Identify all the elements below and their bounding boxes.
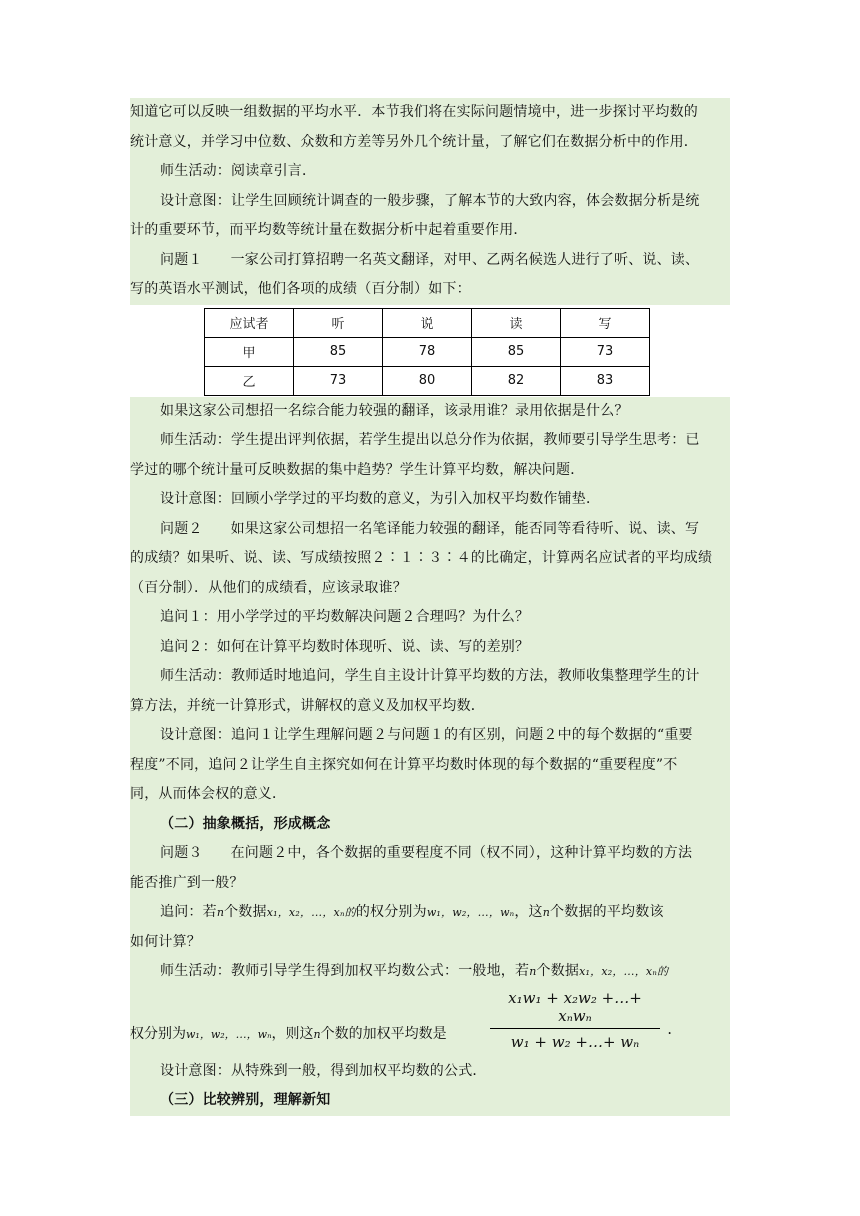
paragraph-line: 的成绩？如果听、说、读、写成绩按照２∶１∶３∶４的比确定，计算两名应试者的平均成绩 bbox=[130, 550, 713, 566]
question-3 bbox=[130, 839, 730, 869]
table-cell: 85 bbox=[294, 337, 383, 366]
text-run: 追问：若 bbox=[160, 904, 217, 920]
document-page bbox=[130, 98, 730, 1116]
paragraph-line: 计的重要环节，而平均数等统计量在数据分析中起着重要作用． bbox=[130, 222, 528, 238]
weighted-mean-formula bbox=[490, 987, 672, 1051]
paragraph-line: 知道它可以反映一组数据的平均水平．本节我们将在实际问题情境中，进一步探讨平均数的 bbox=[130, 104, 698, 120]
section-heading: （二）抽象概括，形成概念 bbox=[160, 815, 331, 832]
text-run: 个数据 bbox=[536, 963, 580, 979]
text-run: 权分别为 bbox=[130, 1025, 186, 1042]
table-cell: 甲 bbox=[205, 337, 294, 366]
question-1 bbox=[130, 246, 730, 276]
follow-up-1: 追问１：用小学学过的平均数解决问题２合理吗？为什么？ bbox=[160, 609, 530, 625]
paragraph-line: （百分制）．从他们的成绩看，应该录取谁？ bbox=[130, 579, 407, 596]
question-label: 问题２ bbox=[160, 520, 203, 537]
text-run: ，则这 bbox=[271, 1025, 314, 1042]
question-label: 问题３ bbox=[160, 845, 203, 861]
activity-line bbox=[130, 957, 730, 987]
formula-row bbox=[130, 987, 730, 1057]
paragraph-line: 程度”不同，追问２让学生自主探究如何在计算平均数时体现的每个数据的“重要程度”不 bbox=[130, 756, 678, 773]
follow-up-line bbox=[130, 898, 730, 928]
paragraph-line: 学过的哪个统计量可反映数据的集中趋势？学生计算平均数，解决问题． bbox=[130, 461, 585, 478]
table-header-cell: 应试者 bbox=[205, 308, 294, 337]
table-row bbox=[205, 366, 650, 395]
table-header-cell: 说 bbox=[383, 308, 472, 337]
table-cell: 73 bbox=[294, 366, 383, 395]
table-cell: 乙 bbox=[205, 366, 294, 395]
paragraph-line: 算方法，并统一计算形式，讲解权的意义及加权平均数． bbox=[130, 697, 485, 714]
question-text: 在问题２中，各个数据的重要程度不同（权不同），这种计算平均数的方法 bbox=[230, 845, 693, 861]
table-cell: 80 bbox=[383, 366, 472, 395]
intro-block bbox=[130, 98, 730, 305]
text-run: 个数据 bbox=[224, 904, 267, 920]
score-table-wrap bbox=[130, 305, 730, 397]
design-intent-line: 设计意图：回顾小学学过的平均数的意义，为引入加权平均数作铺垫． bbox=[160, 491, 601, 507]
table-cell: 82 bbox=[472, 366, 561, 395]
question-label: 问题１ bbox=[160, 251, 203, 268]
math-var: x₁，x₂，…，xₙ的 bbox=[266, 906, 356, 919]
question-text: 如果这家公司想招一名笔译能力较强的翻译，能否同等看待听、说、读、写 bbox=[230, 520, 700, 537]
formula-period: . bbox=[667, 1019, 672, 1038]
table-header-cell: 听 bbox=[294, 308, 383, 337]
formula-lead-text bbox=[130, 1023, 447, 1043]
math-var: w₁，w₂，…，wₙ bbox=[186, 1027, 272, 1041]
table-cell: 85 bbox=[472, 337, 561, 366]
table-header-cell: 读 bbox=[472, 308, 561, 337]
table-header-row bbox=[205, 308, 650, 337]
design-intent-line: 设计意图：从特殊到一般，得到加权平均数的公式． bbox=[160, 1062, 487, 1079]
text-run: 个数据的平均数该 bbox=[550, 904, 664, 920]
paragraph-line: 同，从而体会权的意义． bbox=[130, 786, 287, 802]
design-intent-line: 设计意图：让学生回顾统计调查的一般步骤，了解本节的大致内容，体会数据分析是统 bbox=[160, 192, 700, 209]
paragraph-line: 写的英语水平测试，他们各项的成绩（百分制）如下： bbox=[130, 281, 471, 297]
formula-denominator: w₁ + w₂ +…+ wₙ bbox=[510, 1032, 640, 1051]
math-var: n bbox=[529, 965, 537, 978]
paragraph-line: 能否推广到一般？ bbox=[130, 874, 244, 891]
table-header-cell: 写 bbox=[561, 308, 650, 337]
paragraph-line: 如果这家公司想招一名综合能力较强的翻译，该录用谁？录用依据是什么？ bbox=[160, 402, 629, 419]
section-heading: （三）比较辨别，理解新知 bbox=[160, 1092, 331, 1108]
paragraph-line: 如何计算？ bbox=[130, 933, 201, 950]
text-run: ，这 bbox=[514, 904, 543, 920]
table-cell: 78 bbox=[383, 337, 472, 366]
table-cell: 83 bbox=[561, 366, 650, 395]
table-row bbox=[205, 337, 650, 366]
question-text: 一家公司打算招聘一名英文翻译，对甲、乙两名候选人进行了听、说、读、 bbox=[230, 251, 700, 268]
paragraph-line: 统计意义，并学习中位数、众数和方差等另外几个统计量，了解它们在数据分析中的作用． bbox=[130, 133, 698, 150]
activity-line: 师生活动：教师适时地追问，学生自主设计计算平均数的方法，教师收集整理学生的计 bbox=[160, 668, 700, 684]
text-run: 的权分别为 bbox=[355, 904, 427, 920]
text-run: 师生活动：教师引导学生得到加权平均数公式：一般地，若 bbox=[160, 963, 530, 979]
math-var: w₁，w₂，…，wₙ bbox=[426, 906, 515, 919]
table-cell: 73 bbox=[561, 337, 650, 366]
formula-numerator: x₁w₁ + x₂w₂ +…+ xₙwₙ bbox=[490, 987, 660, 1029]
text-run: 个数的加权平均数是 bbox=[320, 1025, 447, 1042]
activity-line: 师生活动：阅读章引言． bbox=[160, 163, 317, 179]
follow-up-2: 追问２：如何在计算平均数时体现听、说、读、写的差别？ bbox=[160, 638, 530, 655]
math-var: n bbox=[313, 1027, 321, 1041]
activity-line: 师生活动：学生提出评判依据，若学生提出以总分作为依据，教师要引导学生思考：已 bbox=[160, 432, 700, 448]
math-var: n bbox=[542, 906, 551, 919]
score-table bbox=[204, 308, 650, 396]
main-block bbox=[130, 397, 730, 1116]
design-intent-line: 设计意图：追问１让学生理解问题２与问题１的有区别，问题２中的每个数据的“重要 bbox=[160, 727, 693, 743]
question-2 bbox=[130, 515, 730, 545]
math-var: n bbox=[216, 906, 225, 919]
math-var: x₁，x₂，…，xₙ的 bbox=[579, 965, 669, 978]
